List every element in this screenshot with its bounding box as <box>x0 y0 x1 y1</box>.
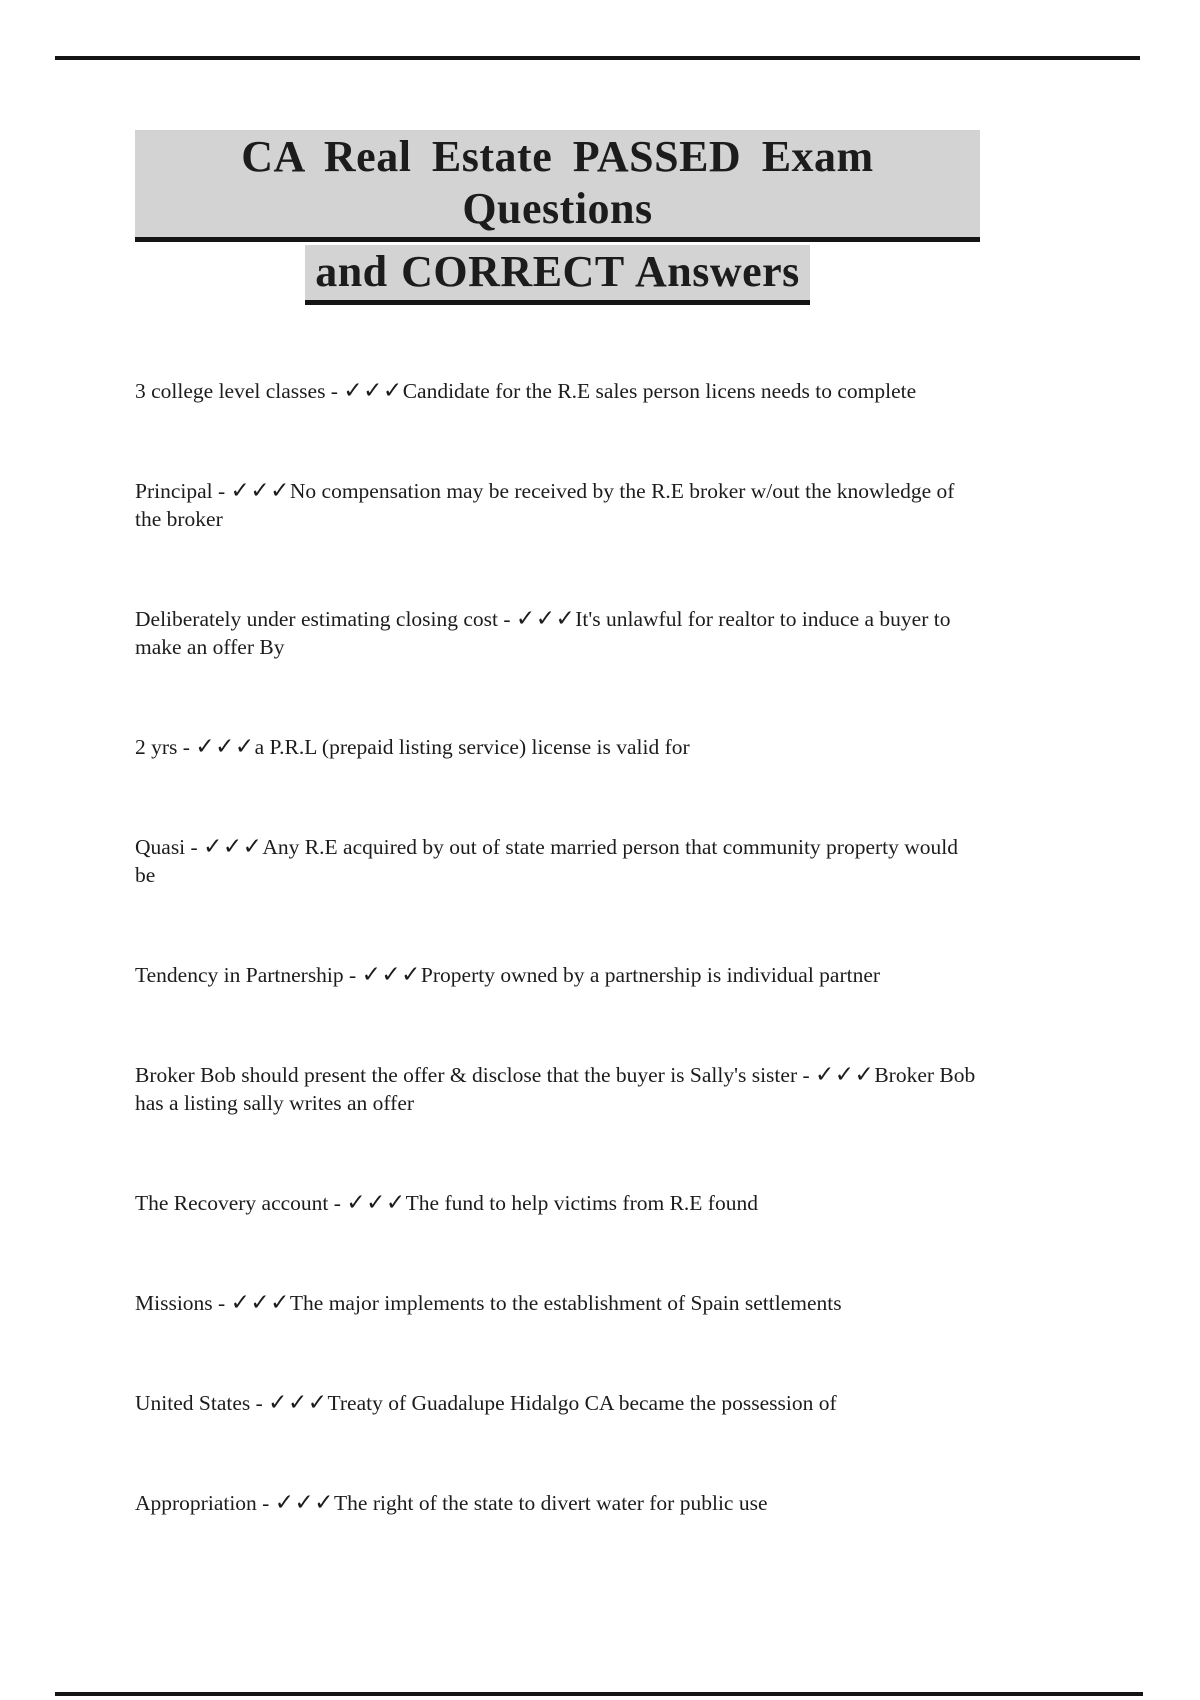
qa-definition: The major implements to the establishment of Spain settlements <box>289 1291 842 1315</box>
checkmarks-icon: ✓✓✓ <box>274 1490 335 1516</box>
checkmarks-icon: ✓✓✓ <box>230 478 290 504</box>
qa-item <box>135 961 980 989</box>
title-highlight: CA Real Estate PASSED Exam Questions <box>135 130 980 242</box>
qa-term: 3 college level classes - <box>135 379 344 403</box>
qa-definition: It's unlawful for realtor to induce a buyer to make an offer By <box>135 607 951 659</box>
bottom-divider <box>55 1692 1143 1696</box>
qa-item <box>135 377 980 405</box>
qa-term: Quasi - <box>135 835 204 859</box>
qa-item <box>135 1489 980 1517</box>
page-content <box>135 130 980 1517</box>
qa-term: 2 yrs - <box>135 735 196 759</box>
checkmarks-icon: ✓✓✓ <box>343 378 403 404</box>
qa-term: The Recovery account - <box>135 1191 347 1215</box>
qa-term: Principal - <box>135 479 231 503</box>
qa-definition: a P.R.L (prepaid listing service) license is valid for <box>254 735 690 759</box>
page-title-line-1 <box>135 130 980 242</box>
checkmarks-icon: ✓✓✓ <box>203 834 263 860</box>
qa-term: Broker Bob should present the offer & disclose that the buyer is Sally's sister - <box>135 1063 816 1087</box>
page-title-line-2 <box>135 242 980 305</box>
top-divider <box>55 56 1140 60</box>
qa-item <box>135 1389 980 1417</box>
qa-item <box>135 477 980 533</box>
qa-list <box>135 377 980 1517</box>
qa-item <box>135 1189 980 1217</box>
qa-item <box>135 833 980 889</box>
qa-term: Appropriation - <box>135 1491 275 1515</box>
qa-item <box>135 605 980 661</box>
qa-definition: Candidate for the R.E sales person licens needs to complete <box>402 379 917 403</box>
qa-term: Missions - <box>135 1291 231 1315</box>
qa-definition: No compensation may be received by the R.E broker w/out the knowledge of the broker <box>135 479 955 531</box>
qa-definition: Treaty of Guadalupe Hidalgo CA became the possession of <box>327 1391 837 1415</box>
qa-item <box>135 733 980 761</box>
checkmarks-icon: ✓✓✓ <box>346 1190 406 1216</box>
qa-term: Tendency in Partnership - <box>135 963 362 987</box>
qa-definition: Any R.E acquired by out of state married person that community property would be <box>135 835 959 887</box>
qa-item <box>135 1289 980 1317</box>
checkmarks-icon: ✓✓✓ <box>268 1390 328 1416</box>
qa-definition: Property owned by a partnership is individual partner <box>420 963 881 987</box>
qa-term: United States - <box>135 1391 269 1415</box>
checkmarks-icon: ✓✓✓ <box>230 1290 290 1316</box>
qa-definition: The right of the state to divert water for public use <box>334 1491 768 1515</box>
checkmarks-icon: ✓✓✓ <box>815 1062 875 1088</box>
title-highlight: and CORRECT Answers <box>305 245 810 305</box>
qa-item <box>135 1061 980 1117</box>
checkmarks-icon: ✓✓✓ <box>195 734 255 760</box>
checkmarks-icon: ✓✓✓ <box>361 962 421 988</box>
page-title <box>135 130 980 305</box>
qa-definition: Broker Bob has a listing sally writes an offer <box>135 1063 976 1115</box>
qa-term: Deliberately under estimating closing cost - <box>135 607 516 631</box>
qa-definition: The fund to help victims from R.E found <box>405 1191 758 1215</box>
checkmarks-icon: ✓✓✓ <box>515 606 576 632</box>
